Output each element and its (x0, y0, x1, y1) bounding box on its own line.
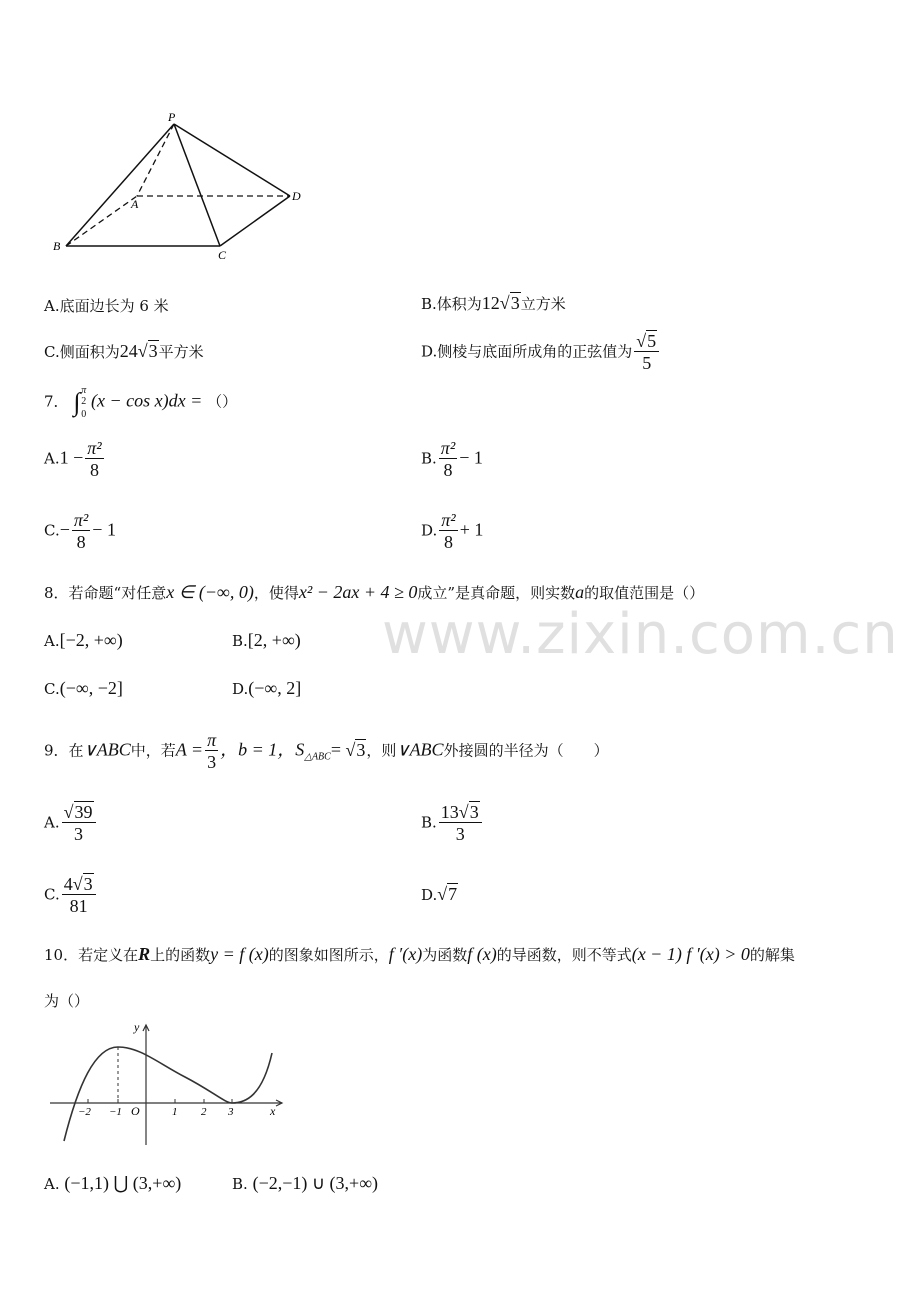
graph-origin-label: O (131, 1104, 140, 1118)
function-graph (40, 1015, 300, 1150)
graph-y-label: y (134, 1020, 140, 1034)
q6-option-b: B.体积为12√3立方米 (421, 293, 566, 313)
graph-tick-label: 1 (172, 1106, 178, 1118)
q7-option-c: C.− $\frac{\text{π²}}{8}$ − 1 (44, 510, 116, 552)
q8-option-c: C.(−∞, −2] (44, 678, 123, 698)
q7-option-b: B. $\frac{\text{π²}}{8}$ − 1 (421, 438, 483, 480)
vertex-label-b: B (53, 239, 61, 253)
q9-option-c: C. $\frac{4√3}{81}$ (44, 874, 98, 917)
q6-option-a: A.底面边长为 6 米 (44, 297, 169, 315)
q6-option-c: C.侧面积为24√3平方米 (44, 341, 204, 361)
q9-option-a: A. $\frac{√39}{3}$ (44, 802, 98, 845)
q8-stem: 8．若命题“对任意x ∈ (−∞, 0)，使得x² − 2ax + 4 ≥ 0成立”是真命题，则实数a的取值范围是（） (44, 582, 705, 602)
vertex-label-a: A (131, 197, 139, 211)
q8-option-a: A.[−2, +∞) (44, 630, 123, 650)
q9-option-d: D.√7 (421, 884, 458, 904)
q9-option-b: B. $\frac{13√3}{3}$ (421, 802, 484, 845)
graph-tick-label: 3 (228, 1106, 234, 1118)
q8-option-b: B.[2, +∞) (232, 630, 301, 650)
q7-integrand: (x − cos x)dx = (91, 390, 203, 411)
q10-stem-line2: 为（） (44, 992, 90, 1010)
q7-stem: 7． ∫ π 2 0 (x − cos x)dx = （） (44, 385, 238, 420)
graph-x-label: x (270, 1104, 276, 1118)
q10-stem: 10．若定义在R上的函数y = f (x)的图象如图所示，f ′(x)为函数f (x)的导函数，则不等式(x − 1) f ′(x) > 0的解集 (44, 944, 795, 964)
q10-option-a: A. (−1,1) ⋃ (3,+∞) (44, 1173, 182, 1193)
vertex-label-c: C (218, 248, 227, 262)
q8-option-d: D.(−∞, 2] (232, 678, 302, 698)
watermark: www.zixin.com.cn (382, 602, 899, 667)
vertex-label-p: P (168, 110, 176, 124)
vertex-label-d: D (292, 189, 301, 203)
q7-option-d: D. $\frac{\text{π²}}{8}$ + 1 (421, 510, 484, 552)
q6-option-d: D.侧棱与底面所成角的正弦值为 $\frac{√5}{5}$ (421, 331, 661, 374)
q10-option-b: B. (−2,−1) ∪ (3,+∞) (232, 1173, 379, 1193)
q9-stem: 9．在∨ABC中，若A = $\frac{\pi}{3}$ ，b = 1，$S_{\triangle ABC}= √3$，则∨ABC外接圆的半径为（ ） (44, 730, 609, 772)
q7-option-a: A.1 − $\frac{\text{π²}}{8}$ (44, 438, 102, 480)
q7-blank: （） (207, 392, 238, 411)
pyramid-figure (0, 0, 320, 270)
graph-tick-label: 2 (201, 1106, 207, 1118)
graph-tick-label: −2 (78, 1106, 91, 1118)
graph-tick-label: −1 (109, 1106, 122, 1118)
